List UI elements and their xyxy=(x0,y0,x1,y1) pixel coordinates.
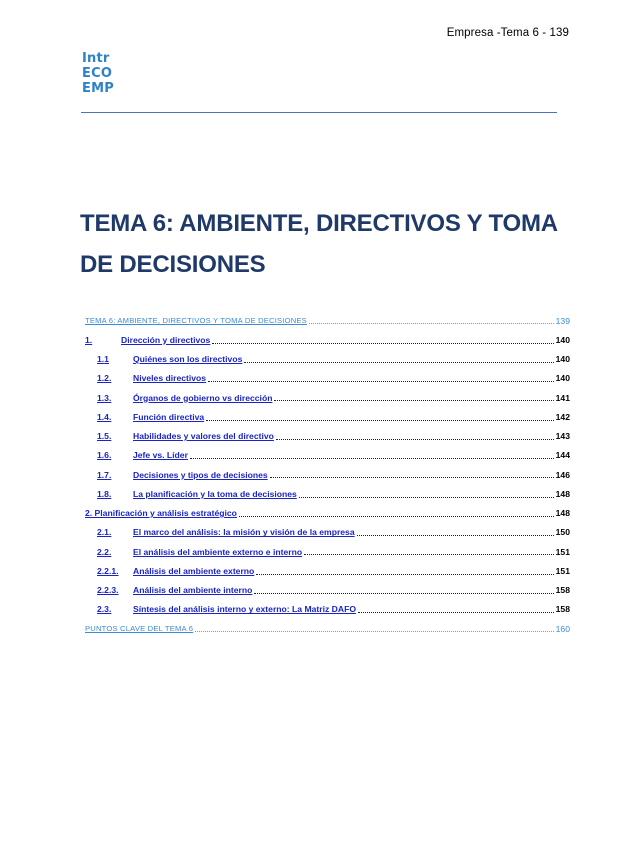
chapter-title-line: DE DECISIONES xyxy=(80,251,266,278)
toc-dot-leader xyxy=(276,438,554,440)
logo-line: Intr xyxy=(82,51,110,66)
toc-entry-label[interactable]: PUNTOS CLAVE DEL TEMA 6 xyxy=(85,624,194,634)
toc-entry[interactable] xyxy=(85,369,570,388)
toc-entry-label[interactable]: Síntesis del análisis interno y externo: La Matriz DAFO xyxy=(133,604,357,615)
toc-dot-leader xyxy=(190,457,554,459)
toc-page-number: 146 xyxy=(555,469,570,480)
toc-entry-number[interactable]: 1.1 xyxy=(97,354,109,365)
toc-dot-leader xyxy=(212,342,553,344)
toc-page-number: 140 xyxy=(555,373,570,384)
toc-page-number: 139 xyxy=(555,315,570,326)
toc-entry-label[interactable]: 2. Planificación y análisis estratégico xyxy=(85,508,237,519)
toc-dot-leader xyxy=(309,322,554,324)
publisher-logo xyxy=(82,51,142,96)
toc-page-number: 142 xyxy=(555,411,570,422)
toc-entry-number[interactable]: 2.3. xyxy=(97,604,112,615)
toc-dot-leader xyxy=(239,515,554,517)
toc-page-number: 148 xyxy=(555,488,570,499)
toc-dot-leader xyxy=(274,399,553,401)
header-divider xyxy=(81,112,557,113)
toc-entry[interactable] xyxy=(85,330,570,349)
toc-entry-number[interactable]: 2.1. xyxy=(97,527,112,538)
toc-page-number: 158 xyxy=(555,604,570,615)
toc-entry[interactable] xyxy=(85,484,570,503)
toc-entry-number[interactable]: 1.2. xyxy=(97,373,112,384)
toc-page-number: 141 xyxy=(555,392,570,403)
logo-line: EMP xyxy=(82,81,114,96)
toc-entry[interactable] xyxy=(85,388,570,407)
toc-entry-number[interactable]: 1. xyxy=(85,334,93,345)
toc-entry[interactable] xyxy=(85,427,570,446)
toc-entry-number[interactable]: 1.6. xyxy=(97,450,112,461)
toc-entry[interactable] xyxy=(85,581,570,600)
toc-dot-leader xyxy=(206,419,554,421)
toc-page-number: 143 xyxy=(555,431,570,442)
toc-entry-label[interactable]: Función directiva xyxy=(133,411,205,422)
toc-entry-label[interactable]: Habilidades y valores del directivo xyxy=(133,431,274,442)
toc-entry[interactable] xyxy=(85,619,570,638)
toc-dot-leader xyxy=(304,553,554,555)
toc-entry[interactable] xyxy=(85,600,570,619)
toc-page-number: 158 xyxy=(555,585,570,596)
toc-page-number: 140 xyxy=(555,334,570,345)
toc-dot-leader xyxy=(299,496,554,498)
toc-page-number: 151 xyxy=(555,546,570,557)
toc-page-number: 148 xyxy=(555,508,570,519)
toc-entry-number[interactable]: 2.2.3. xyxy=(97,585,119,596)
toc-page-number: 150 xyxy=(555,527,570,538)
running-header: Empresa -Tema 6 - 139 xyxy=(446,27,569,39)
toc-dot-leader xyxy=(358,611,554,613)
toc-entry-number[interactable]: 1.5. xyxy=(97,431,112,442)
toc-entry[interactable] xyxy=(85,350,570,369)
toc-dot-leader xyxy=(357,534,554,536)
toc-entry[interactable] xyxy=(85,407,570,426)
toc-entry-label[interactable]: TEMA 6: AMBIENTE, DIRECTIVOS Y TOMA DE DECISIONES xyxy=(85,316,307,326)
toc-entry-number[interactable]: 1.3. xyxy=(97,392,112,403)
toc-entry-label[interactable]: El marco del análisis: la misión y visión de la empresa xyxy=(133,527,355,538)
toc-dot-leader xyxy=(195,630,554,632)
toc-entry-label[interactable]: La planificación y la toma de decisiones xyxy=(133,488,297,499)
toc-entry-number[interactable]: 2.2.1. xyxy=(97,565,119,576)
toc-entry[interactable] xyxy=(85,504,570,523)
toc-page-number: 144 xyxy=(555,450,570,461)
toc-entry-number[interactable]: 2.2. xyxy=(97,546,112,557)
toc-entry[interactable] xyxy=(85,311,570,330)
toc-entry-label[interactable]: Quiénes son los directivos xyxy=(133,354,243,365)
toc-page-number: 151 xyxy=(555,565,570,576)
toc-entry-label[interactable]: Dirección y directivos xyxy=(121,334,211,345)
toc-entry-label[interactable]: El análisis del ambiente externo e interno xyxy=(133,546,303,557)
toc-entry-label[interactable]: Análisis del ambiente interno xyxy=(133,585,253,596)
toc-dot-leader xyxy=(244,361,553,363)
toc-entry-label[interactable]: Decisiones y tipos de decisiones xyxy=(133,469,268,480)
toc-entry[interactable] xyxy=(85,542,570,561)
toc-entry-label[interactable]: Análisis del ambiente externo xyxy=(133,565,255,576)
toc-dot-leader xyxy=(256,573,553,575)
toc-entry-label[interactable]: Jefe vs. Líder xyxy=(133,450,188,461)
toc-entry-label[interactable]: Niveles directivos xyxy=(133,373,207,384)
toc-dot-leader xyxy=(208,380,554,382)
logo-line: ECO xyxy=(82,66,113,81)
toc-dot-leader xyxy=(270,476,554,478)
toc-entry-number[interactable]: 1.7. xyxy=(97,469,112,480)
table-of-contents xyxy=(85,311,570,638)
toc-entry-number[interactable]: 1.4. xyxy=(97,411,112,422)
toc-page-number: 160 xyxy=(555,623,570,634)
toc-entry-label[interactable]: Órganos de gobierno vs dirección xyxy=(133,392,273,403)
toc-page-number: 140 xyxy=(555,354,570,365)
toc-dot-leader xyxy=(254,592,553,594)
toc-entry[interactable] xyxy=(85,523,570,542)
chapter-title xyxy=(80,203,580,285)
chapter-title-line: TEMA 6: AMBIENTE, DIRECTIVOS Y TOMA xyxy=(80,210,558,237)
toc-entry[interactable] xyxy=(85,465,570,484)
toc-entry[interactable] xyxy=(85,446,570,465)
toc-entry[interactable] xyxy=(85,561,570,580)
toc-entry-number[interactable]: 1.8. xyxy=(97,488,112,499)
